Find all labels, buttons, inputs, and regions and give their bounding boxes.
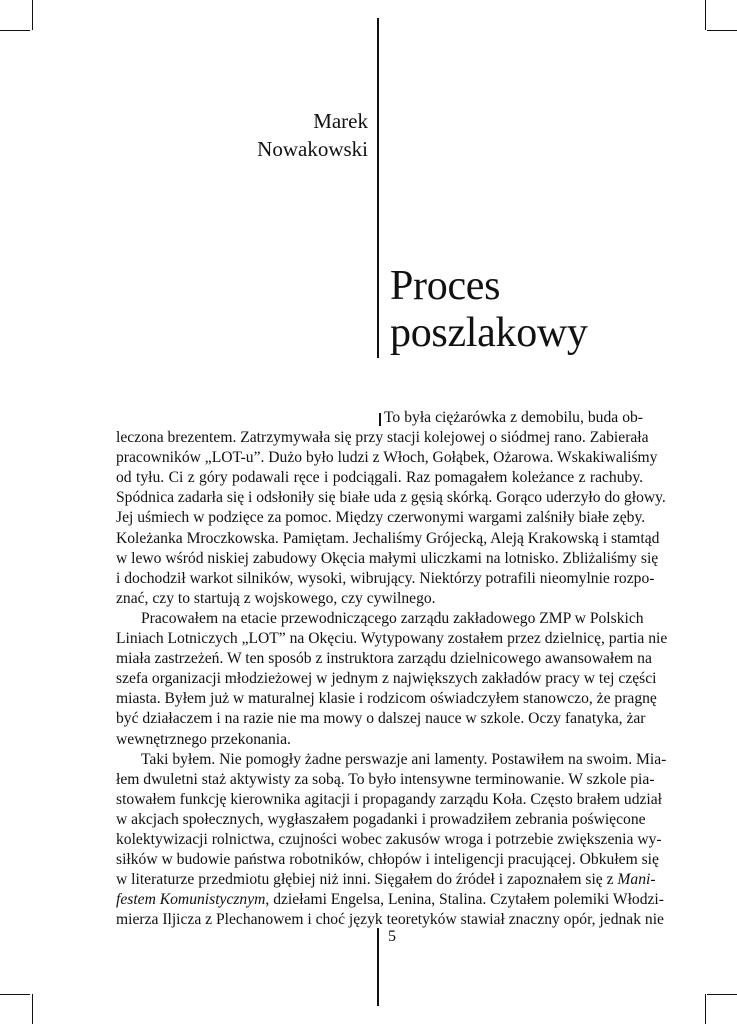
text-line: wewnętrznego przekonania. xyxy=(116,730,291,748)
text-line: kolektywizacji rolnictwa, czujności wobec zakusów wroga i potrzebie zwiększenia wy- xyxy=(116,830,662,848)
text-line: miasta. Byłem już w maturalnej klasie i rodzicom oświadczyłem stanowczo, że pragnę xyxy=(116,690,657,708)
text-line: Koleżanka Mroczkowska. Pamiętam. Jechaliśmy Grójecką, Aleją Krakowską i stamtąd xyxy=(116,529,660,547)
crop-mark-right-top xyxy=(707,30,737,31)
text-line: mierza Iljicza z Plechanowem i choć język teoretyków stawiał znaczny opór, jednak nie xyxy=(116,911,664,929)
text-line: być działaczem i na razie nie ma mowy o dalszej nauce w szkole. Oczy fanatyka, żar xyxy=(116,710,646,728)
text-line: w lewo wśród niskiej zabudowy Okęcia małymi uliczkami na lotnisko. Zbliżaliśmy się xyxy=(116,549,659,567)
text-line: leczona brezentem. Zatrzymywała się przy stacji kolejowej o siódmej rano. Zabierała xyxy=(116,429,649,447)
text-line: szefa organizacji młodzieżowej w jednym z największych zakładów pracy w tej części xyxy=(116,670,657,688)
text-line: stowałem funkcję kierownika agitacji i propagandy zarządu Koła. Często brałem udział xyxy=(116,790,663,808)
text-line: Taki byłem. Nie pomogły żadne perswazje ani lamenty. Postawiłem na swoim. Mia- xyxy=(141,750,667,768)
body-text xyxy=(116,408,668,930)
text-line: Liniach Lotniczych „LOT” na Okęciu. Wytypowany zostałem przez dzielnicę, partia nie xyxy=(116,630,668,648)
crop-mark-top-left xyxy=(32,0,33,30)
text-line: Jej uśmiech w podzięce za pomoc. Między czerwonymi wargami zalśniły białe zęby. xyxy=(116,509,646,527)
text-line: miała zastrzeżeń. W ten sposób z instruktora zarządu dzielnicowego awansowałem na xyxy=(116,650,652,668)
text-line: siłków w budowie państwa robotników, chłopów i inteligencji pracującej. Obkułem się xyxy=(116,851,659,869)
crop-mark-top-right xyxy=(705,0,706,30)
header-vertical-rule xyxy=(377,18,379,358)
crop-mark-right-bottom xyxy=(707,994,737,995)
crop-mark-bottom-right xyxy=(705,994,706,1024)
crop-mark-left-bottom xyxy=(0,994,30,995)
text-line: znać, czy to startują z wojskowego, czy cywilnego. xyxy=(116,589,436,607)
chapter-title-line-2: poszlakowy xyxy=(390,310,588,356)
text-line: w literaturze przedmiotu głębiej niż inni. Sięgałem do źródeł i zapoznałem się z Mani- xyxy=(116,871,656,889)
author-name: Marek Nowakowski xyxy=(257,109,368,161)
page-number: 5 xyxy=(388,928,396,945)
chapter-title xyxy=(390,263,588,357)
text-line: łem dwuletni staż aktywisty za sobą. To było intensywne terminowanie. W szkole pia- xyxy=(116,770,655,788)
chapter-title-line-1: Proces xyxy=(390,263,501,309)
italic-title-fragment: festem Komunistycznym xyxy=(116,891,266,909)
text-line: Spódnica zadarła się i odsłoniły się białe uda z gęsią skórką. Gorąco uderzyło do głowy. xyxy=(116,489,666,507)
text-line: w akcjach społecznych, wygłaszałem pogadanki i prowadziłem zebrania poświęcone xyxy=(116,810,646,828)
paragraph-marker xyxy=(379,413,381,426)
footer-vertical-rule xyxy=(377,928,379,1006)
crop-mark-left-top xyxy=(0,30,30,31)
text-line: od tyłu. Ci z góry podawali ręce i podciągali. Raz pomagałem koleżance z rachuby. xyxy=(116,469,643,487)
crop-mark-bottom-left xyxy=(32,994,33,1024)
text-line: i dochodził warkot silników, wysoki, wibrujący. Niektórzy potrafili nieomylnie rozpo- xyxy=(116,569,655,587)
italic-title-fragment: Mani- xyxy=(617,871,656,889)
text-line: Pracowałem na etacie przewodniczącego zarządu zakładowego ZMP w Polskich xyxy=(141,609,644,627)
text-line: pracowników „LOT-u”. Dużo było ludzi z Włoch, Gołąbek, Ożarowa. Wskakiwaliśmy xyxy=(116,449,658,467)
text-line: To była ciężarówka z demobilu, buda ob- xyxy=(116,408,643,428)
text-line: festem Komunistycznym, dziełami Engelsa, Lenina, Stalina. Czytałem polemiki Włodzi- xyxy=(116,891,664,909)
